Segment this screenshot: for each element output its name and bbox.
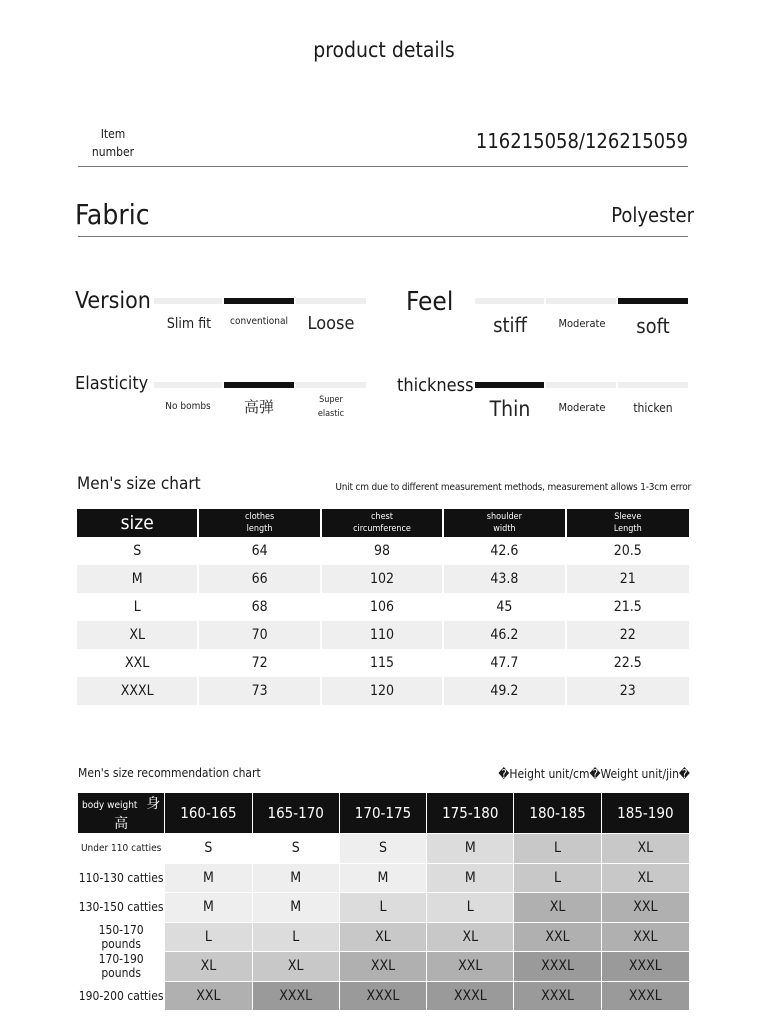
thickness-option-thin: Thin xyxy=(489,397,531,421)
table-cell: 21 xyxy=(567,565,689,593)
table-cell: 45 xyxy=(444,593,566,621)
table-cell: XL xyxy=(602,834,689,864)
elasticity-option-super-elastic xyxy=(296,393,366,421)
table-cell: XXL xyxy=(340,952,427,982)
weight-label: 170-190 pounds xyxy=(78,952,165,982)
table-cell: S xyxy=(340,834,427,864)
table-row xyxy=(77,621,689,649)
weight-label: 150-170 pounds xyxy=(78,923,165,953)
table-cell: XXL xyxy=(77,649,199,677)
table-cell: M xyxy=(165,893,252,923)
size-chart-header-row xyxy=(77,509,689,537)
table-cell: M xyxy=(427,834,514,864)
elasticity-option-high: 高弹 xyxy=(243,398,274,416)
size-chart-title: Men's size chart xyxy=(77,474,201,494)
table-cell: XXXL xyxy=(253,982,340,1012)
header-line: shoulder xyxy=(486,512,522,522)
table-cell: 115 xyxy=(322,649,444,677)
version-label: Version xyxy=(75,288,151,314)
thickness-label: thickness xyxy=(397,375,474,396)
table-cell: M xyxy=(340,864,427,894)
table-cell: 22 xyxy=(567,621,689,649)
item-label-line-1: Item xyxy=(100,127,126,141)
table-row xyxy=(78,923,689,953)
table-cell: S xyxy=(77,537,199,565)
height-header: 175-180 xyxy=(427,793,514,834)
version-option-conventional: conventional xyxy=(230,316,288,327)
table-cell: XXXL xyxy=(602,982,689,1012)
table-cell: 43.8 xyxy=(444,565,566,593)
table-cell: 68 xyxy=(199,593,321,621)
weight-label: 130-150 catties xyxy=(78,893,165,923)
recommendation-table xyxy=(78,793,689,1011)
header-shoulder-width xyxy=(444,509,566,537)
elasticity-option-elastic: elastic xyxy=(317,409,345,419)
header-line: clothes xyxy=(245,512,275,522)
table-row xyxy=(77,593,689,621)
table-row xyxy=(77,565,689,593)
table-cell: 66 xyxy=(199,565,321,593)
elasticity-option-no-bombs: No bombs xyxy=(165,401,211,412)
table-cell: 47.7 xyxy=(444,649,566,677)
table-cell: XXL xyxy=(602,923,689,953)
table-cell: XXL xyxy=(165,982,252,1012)
table-row xyxy=(78,864,689,894)
table-cell: 72 xyxy=(199,649,321,677)
corner-height: 身高 xyxy=(114,796,161,832)
elasticity-scale-segment-selected xyxy=(224,382,294,388)
version-option-loose: Loose xyxy=(307,313,355,334)
elasticity-label: Elasticity xyxy=(75,373,149,394)
table-cell: 102 xyxy=(322,565,444,593)
table-row xyxy=(78,834,689,864)
feel-option-stiff: stiff xyxy=(493,313,527,337)
table-cell: XXXL xyxy=(77,677,199,705)
table-row xyxy=(78,952,689,982)
table-cell: 106 xyxy=(322,593,444,621)
table-cell: 49.2 xyxy=(444,677,566,705)
feel-scale-segment-selected xyxy=(618,298,688,304)
header-line: length xyxy=(246,524,273,534)
recommendation-unit-note: �Height unit/cm�Weight unit/jin� xyxy=(498,767,690,781)
fabric-value: Polyester xyxy=(611,203,694,227)
table-cell: M xyxy=(165,864,252,894)
table-cell: XXL xyxy=(427,952,514,982)
table-cell: XXXL xyxy=(340,982,427,1012)
table-cell: L xyxy=(427,893,514,923)
height-header: 185-190 xyxy=(602,793,689,834)
divider xyxy=(78,236,688,237)
thickness-option-thicken: thicken xyxy=(633,401,673,415)
table-cell: S xyxy=(253,834,340,864)
height-header: 180-185 xyxy=(514,793,601,834)
height-header: 160-165 xyxy=(165,793,252,834)
table-cell: L xyxy=(340,893,427,923)
table-cell: 20.5 xyxy=(613,543,642,559)
table-row xyxy=(77,649,689,677)
feel-scale-segment xyxy=(546,298,616,304)
thickness-scale-segment-selected xyxy=(475,382,544,388)
table-cell: M xyxy=(427,864,514,894)
table-cell: XXXL xyxy=(602,952,689,982)
table-row xyxy=(77,677,689,705)
recommendation-chart-title: Men's size recommendation chart xyxy=(78,766,261,780)
table-cell: XL xyxy=(602,864,689,894)
divider xyxy=(78,166,688,167)
version-scale-segment-selected xyxy=(224,298,294,304)
table-cell: XL xyxy=(77,621,199,649)
table-cell: M xyxy=(77,565,199,593)
table-row xyxy=(77,537,689,565)
table-cell: M xyxy=(253,893,340,923)
table-cell: L xyxy=(165,923,252,953)
version-scale-segment xyxy=(154,298,222,304)
header-clothes-length xyxy=(199,509,321,537)
version-option-slim-fit: Slim fit xyxy=(166,316,212,332)
table-cell: XXXL xyxy=(514,982,601,1012)
table-row xyxy=(78,893,689,923)
page-title: product details xyxy=(313,38,455,62)
table-cell: 120 xyxy=(322,677,444,705)
corner-body-weight: body weight xyxy=(81,800,138,811)
table-cell: 70 xyxy=(199,621,321,649)
item-label-line-2: number xyxy=(91,145,135,159)
feel-option-soft: soft xyxy=(636,314,670,338)
header-line: Length xyxy=(613,524,642,534)
table-cell: XL xyxy=(253,952,340,982)
thickness-scale-segment xyxy=(546,382,616,388)
table-cell: L xyxy=(514,834,601,864)
height-header: 170-175 xyxy=(340,793,427,834)
feel-label: Feel xyxy=(406,287,454,317)
table-cell: S xyxy=(165,834,252,864)
header-line: circumference xyxy=(353,524,411,534)
header-sleeve-length xyxy=(567,509,689,537)
weight-label: 110-130 catties xyxy=(78,864,165,894)
feel-option-moderate: Moderate xyxy=(558,317,606,330)
table-cell: 21.5 xyxy=(613,599,642,615)
fabric-label: Fabric xyxy=(75,198,150,231)
size-chart-note: Unit cm due to different measurement methods, measurement allows 1-3cm error xyxy=(335,482,691,493)
table-cell: L xyxy=(77,593,199,621)
version-scale-segment xyxy=(296,298,366,304)
corner-header xyxy=(78,793,165,834)
header-line: chest xyxy=(370,512,393,522)
weight-label: Under 110 catties xyxy=(78,834,165,864)
table-cell: XXXL xyxy=(427,982,514,1012)
height-header: 165-170 xyxy=(253,793,340,834)
table-row xyxy=(78,982,689,1012)
table-cell: 64 xyxy=(199,537,321,565)
table-cell: L xyxy=(514,864,601,894)
table-cell: 46.2 xyxy=(444,621,566,649)
thickness-scale-segment xyxy=(618,382,688,388)
recommendation-header-row xyxy=(78,793,689,834)
thickness-option-moderate: Moderate xyxy=(558,401,606,414)
header-chest-circumference xyxy=(322,509,444,537)
table-cell: XL xyxy=(340,923,427,953)
header-line: width xyxy=(493,524,516,534)
table-cell: 42.6 xyxy=(444,537,566,565)
elasticity-scale-segment xyxy=(296,382,366,388)
table-cell: XXL xyxy=(602,893,689,923)
table-cell: 73 xyxy=(199,677,321,705)
table-cell: 22.5 xyxy=(613,655,642,671)
elasticity-scale-segment xyxy=(154,382,222,388)
table-cell: XXXL xyxy=(514,952,601,982)
item-number-label xyxy=(83,125,143,161)
header-line: Sleeve xyxy=(614,512,642,522)
table-cell: 23 xyxy=(567,677,689,705)
table-cell: XL xyxy=(165,952,252,982)
weight-label: 190-200 catties xyxy=(78,982,165,1012)
table-cell: 98 xyxy=(322,537,444,565)
header-size: size xyxy=(77,509,199,537)
elasticity-option-super: Super xyxy=(319,395,343,405)
size-chart-table xyxy=(77,509,689,705)
table-cell: XL xyxy=(427,923,514,953)
table-cell: 110 xyxy=(322,621,444,649)
table-cell: XXL xyxy=(514,923,601,953)
table-cell: L xyxy=(253,923,340,953)
table-cell: M xyxy=(253,864,340,894)
feel-scale-segment xyxy=(475,298,544,304)
table-cell: XL xyxy=(514,893,601,923)
item-number-value: 116215058/126215059 xyxy=(475,129,688,153)
